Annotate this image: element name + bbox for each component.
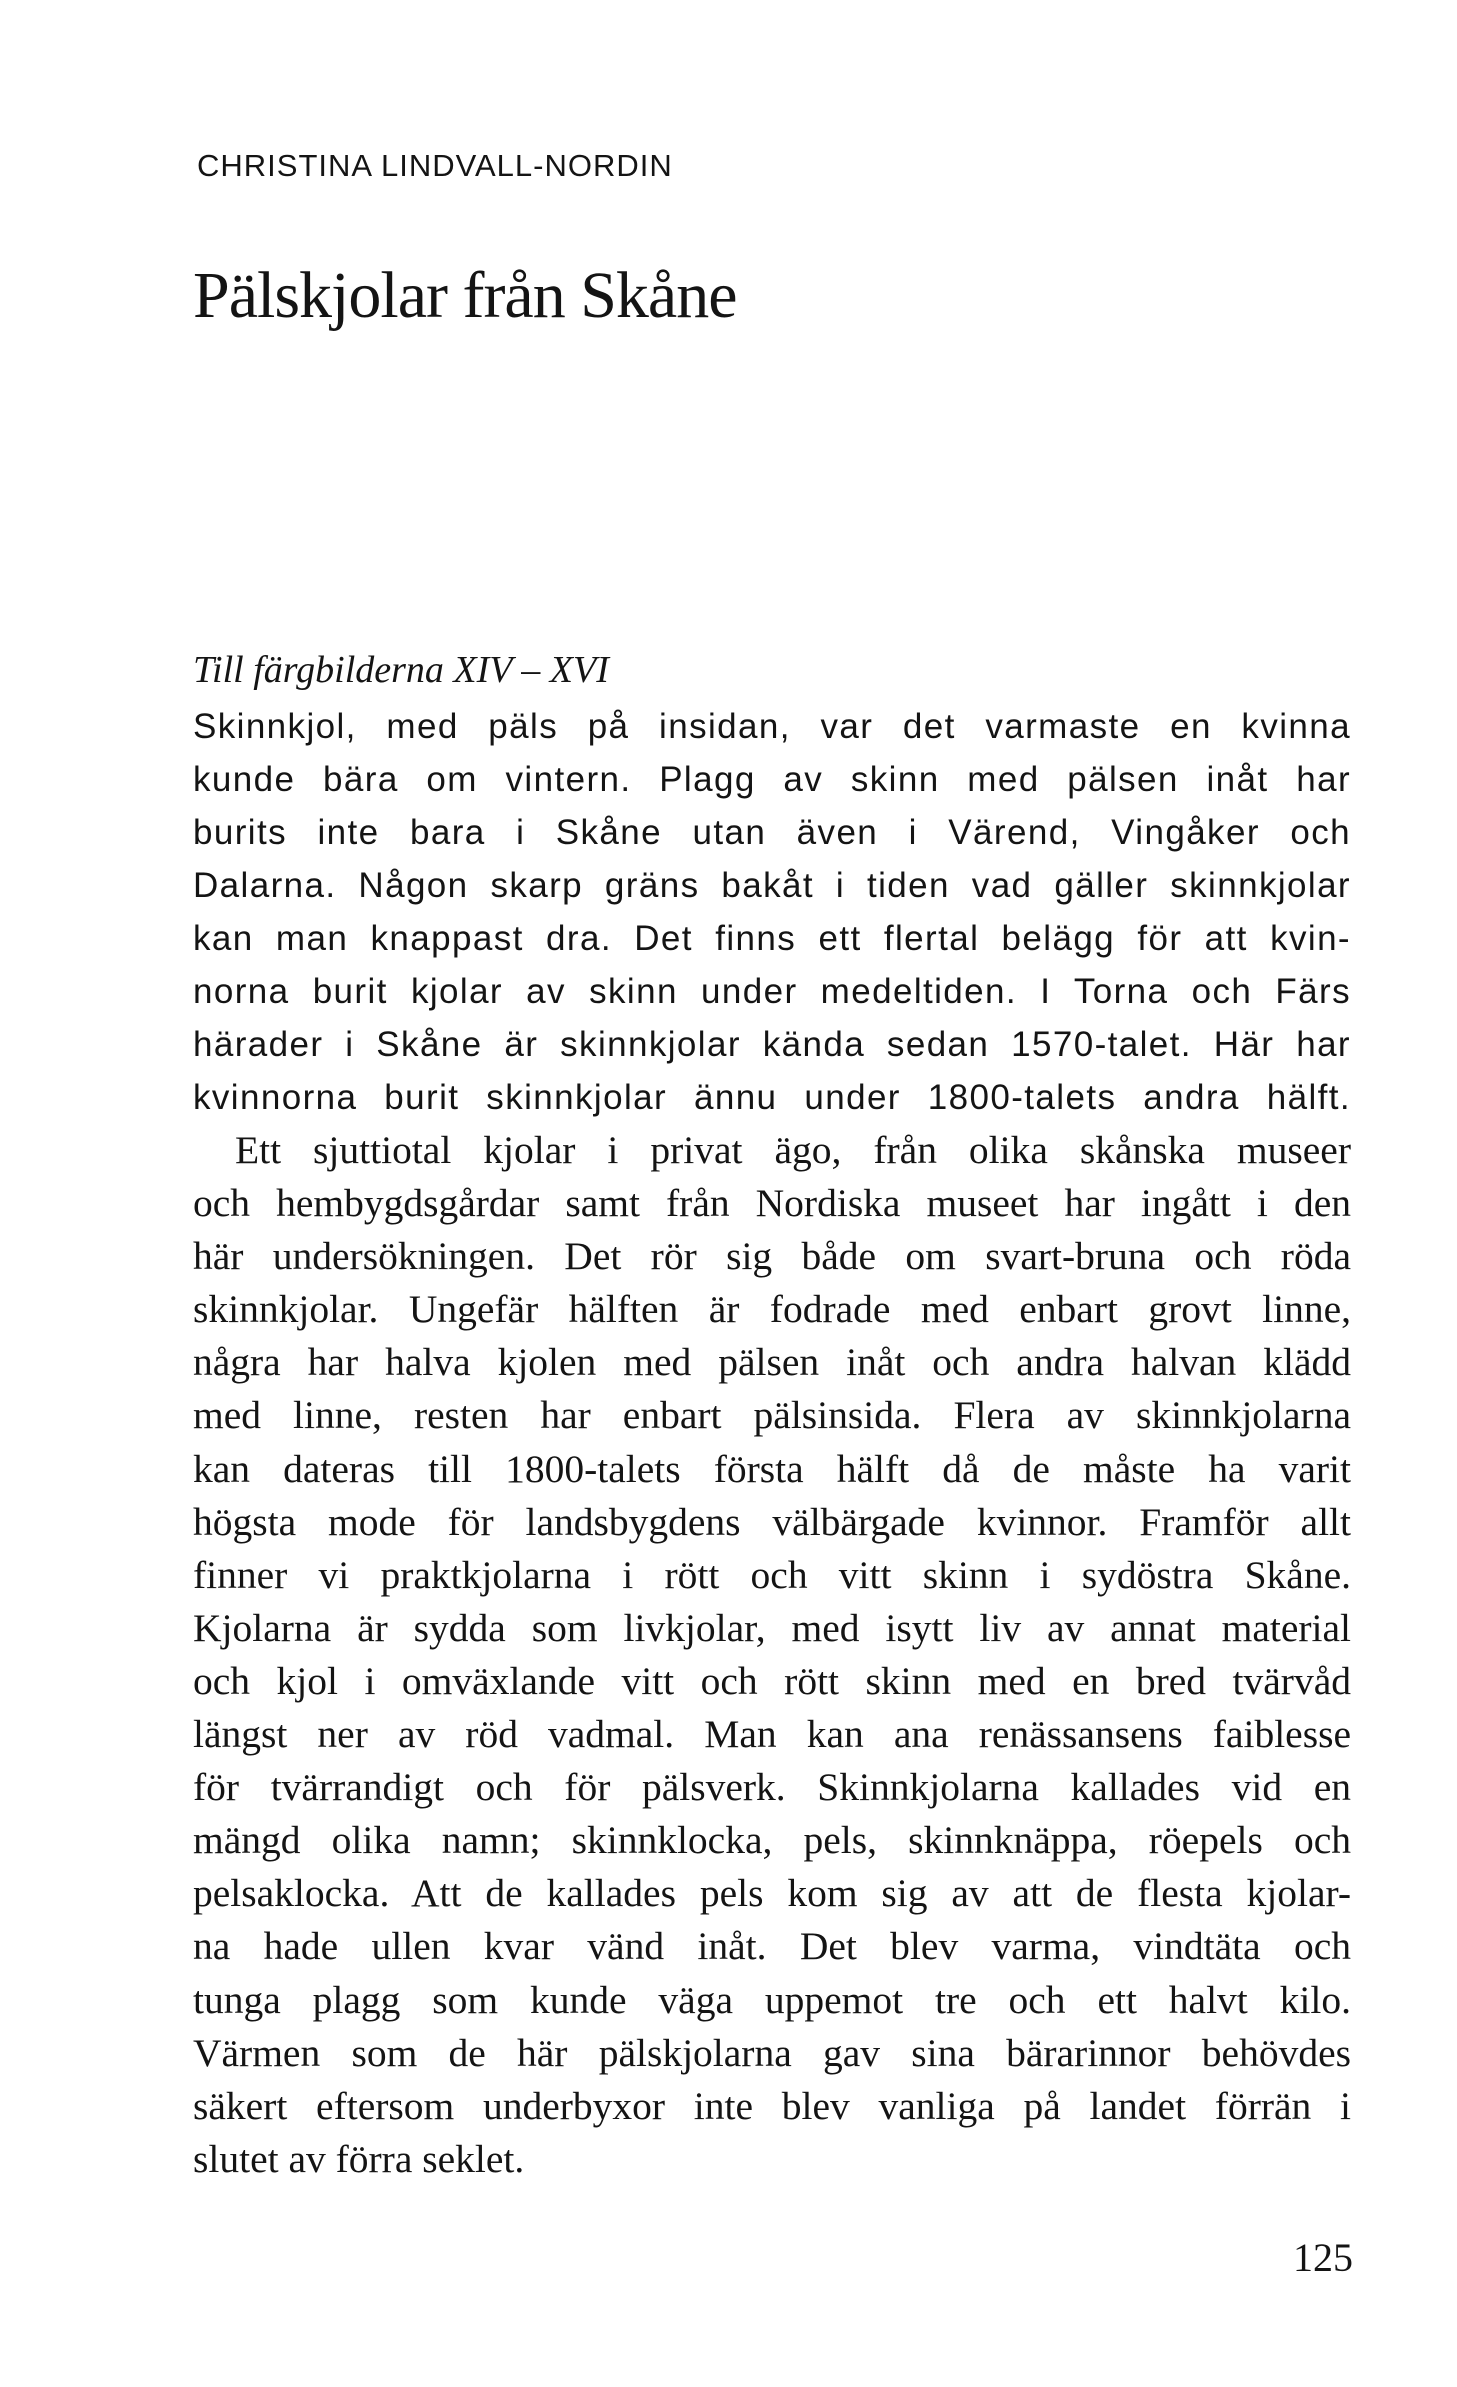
text-line: pelsaklocka. Att de kallades pels kom sig av att de flesta kjolar- — [193, 1871, 1351, 1916]
text-line: härader i Skåne är skinnkjolar kända sedan 1570-talet. Här har — [193, 1025, 1351, 1064]
text-line: här undersökningen. Det rör sig både om svart-bruna och röda — [193, 1234, 1351, 1279]
text-line: högsta mode för landsbygdens välbärgade kvinnor. Framför allt — [193, 1499, 1351, 1544]
text-line: Ett sjuttiotal kjolar i privat ägo, från olika skånska museer — [235, 1128, 1351, 1172]
text-line: Kjolarna är sydda som livkjolar, med isytt liv av annat material — [193, 1605, 1351, 1650]
text-line: na hade ullen kvar vänd inåt. Det blev varma, vindtäta och — [193, 1924, 1351, 1969]
text-line: kvinnorna burit skinnkjolar ännu under 1800-talets andra hälft. — [193, 1078, 1351, 1117]
text-line: med linne, resten har enbart pälsinsida. Flera av skinnkjolarna — [193, 1393, 1351, 1438]
color-plate-reference: Till färgbilderna XIV – XVI — [193, 649, 609, 691]
text-line: finner vi praktkjolarna i rött och vitt skinn i sydöstra Skåne. — [193, 1552, 1351, 1597]
text-line: slutet av förra seklet. — [193, 2136, 525, 2181]
article-title: Pälskjolar från Skåne — [193, 259, 737, 332]
article-body — [193, 700, 1351, 2186]
text-line: för tvärrandigt och för pälsverk. Skinnkjolarna kallades vid en — [193, 1765, 1351, 1810]
text-line: Skinnkjol, med päls på insidan, var det varmaste en kvinna — [193, 707, 1351, 746]
text-line: säkert eftersom underbyxor inte blev vanliga på landet förrän i — [193, 2083, 1351, 2128]
text-line: och kjol i omväxlande vitt och rött skinn med en bred tvärvåd — [193, 1658, 1351, 1703]
text-line: längst ner av röd vadmal. Man kan ana renässansens faiblesse — [193, 1712, 1351, 1757]
text-line: tunga plagg som kunde väga uppemot tre och ett halvt kilo. — [193, 1977, 1351, 2022]
text-line: Dalarna. Någon skarp gräns bakåt i tiden vad gäller skinnkjolar — [193, 866, 1351, 905]
paragraph-1 — [193, 700, 1351, 1124]
page-number: 125 — [1293, 2235, 1353, 2280]
text-line: burits inte bara i Skåne utan även i Värend, Vingåker och — [193, 813, 1351, 852]
text-line: kan man knappast dra. Det finns ett flertal belägg för att kvin- — [193, 919, 1351, 958]
text-line: kunde bära om vintern. Plagg av skinn med pälsen inåt har — [193, 760, 1351, 799]
text-line: Värmen som de här pälskjolarna gav sina bärarinnor behövdes — [193, 2030, 1351, 2075]
text-line: mängd olika namn; skinnklocka, pels, skinnknäppa, röepels och — [193, 1818, 1351, 1863]
text-line: några har halva kjolen med pälsen inåt och andra halvan klädd — [193, 1340, 1351, 1385]
text-line: norna burit kjolar av skinn under medeltiden. I Torna och Färs — [193, 972, 1351, 1011]
paragraph-2 — [193, 1124, 1351, 2186]
text-line: och hembygdsgårdar samt från Nordiska museet har ingått i den — [193, 1181, 1351, 1226]
text-line: skinnkjolar. Ungefär hälften är fodrade med enbart grovt linne, — [193, 1287, 1351, 1332]
text-line: kan dateras till 1800-talets första hälft då de måste ha varit — [193, 1446, 1351, 1491]
author-name: CHRISTINA LINDVALL-NORDIN — [197, 148, 673, 183]
